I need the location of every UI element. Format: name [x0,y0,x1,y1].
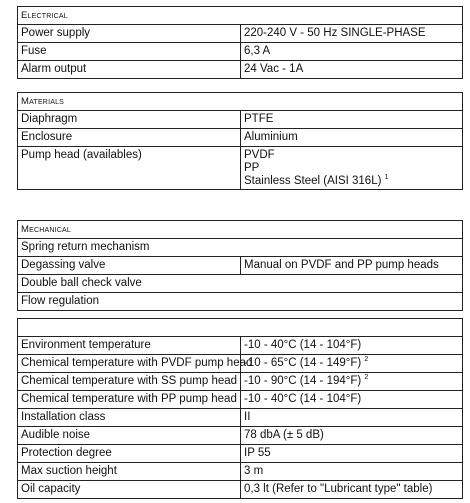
row-value: 6,3 A [244,45,271,57]
table-row [18,111,462,129]
general-table [17,318,463,499]
mechanical-table [17,220,463,311]
table-row [18,239,462,257]
row-value [241,373,462,390]
row-label: Max suction height [18,463,241,480]
row-label: Installation class [18,409,241,426]
row-value: Aluminium [244,131,298,143]
row-value: PTFE [244,113,274,125]
row-value [241,481,462,498]
row-label: Power supply [18,25,241,42]
table-row [18,61,462,78]
row-value [241,463,462,480]
row-label: Oil capacity [18,481,241,498]
mechanical-header: Mechanical [18,221,462,239]
row-label: Fuse [18,43,241,60]
row-label: Chemical temperature with SS pump head [18,373,241,390]
row-label: Environment temperature [18,337,241,354]
value-text: 3 m [244,465,264,477]
row-label: Double ball check valve [21,277,142,289]
table-row [18,409,462,427]
row-label: Audible noise [18,427,241,444]
electrical-table [17,6,463,79]
row-value: Manual on PVDF and PP pump heads [244,259,439,271]
value-text: -10 - 65°C (14 - 149°F) [244,357,362,369]
row-label: Chemical temperature with PP pump head [18,391,241,408]
row-label: Pump head (availables) [18,147,241,189]
value-text: 78 dbA (± 5 dB) [244,429,324,441]
table-row [18,463,462,481]
table-row [18,43,462,61]
table-row [18,355,462,373]
row-label: Diaphragm [18,111,241,128]
value-text: -10 - 40°C (14 - 104°F) [244,339,362,351]
row-label: Alarm output [18,61,241,78]
footnote-marker: 2 [364,356,369,364]
electrical-header: Electrical [18,7,462,25]
table-row [18,445,462,463]
row-label: Chemical temperature with PVDF pump head [18,355,241,372]
pump-head-option: PVDF [244,149,275,161]
row-value [241,409,462,426]
table-row [18,293,462,310]
materials-header: Materials [18,93,462,111]
row-label: Protection degree [18,445,241,462]
row-value [241,427,462,444]
table-row [18,337,462,355]
row-value [241,337,462,354]
row-label: Spring return mechanism [21,241,150,253]
table-row [18,373,462,391]
value-text: 0,3 lt (Refer to "Lubricant type" table) [244,483,433,495]
row-value: 220-240 V - 50 Hz SINGLE-PHASE [244,27,426,39]
pump-head-option: Stainless Steel (AISI 316L) [244,175,382,187]
table-row [18,427,462,445]
row-label: Degassing valve [18,257,241,274]
row-label: Enclosure [18,129,241,146]
pump-head-option: PP [244,162,260,174]
value-text: IP 55 [244,447,271,459]
table-row [18,257,462,275]
materials-table [17,92,463,190]
row-label: Flow regulation [21,295,99,307]
footnote-marker: 2 [364,374,369,382]
row-value [241,391,462,408]
value-text: II [244,411,251,423]
table-row [18,25,462,43]
value-text: -10 - 90°C (14 - 194°F) [244,375,362,387]
table-row [18,129,462,147]
row-value [241,355,462,372]
row-value-list [241,147,462,189]
table-row [18,481,462,498]
value-text: -10 - 40°C (14 - 104°F) [244,393,362,405]
general-header [18,319,462,337]
table-row [18,391,462,409]
table-row [18,275,462,293]
row-value: 24 Vac - 1A [244,63,304,75]
row-value [241,445,462,462]
table-row [18,147,462,189]
pump-head-option-with-note [244,175,459,188]
footnote-marker: 1 [384,174,389,182]
